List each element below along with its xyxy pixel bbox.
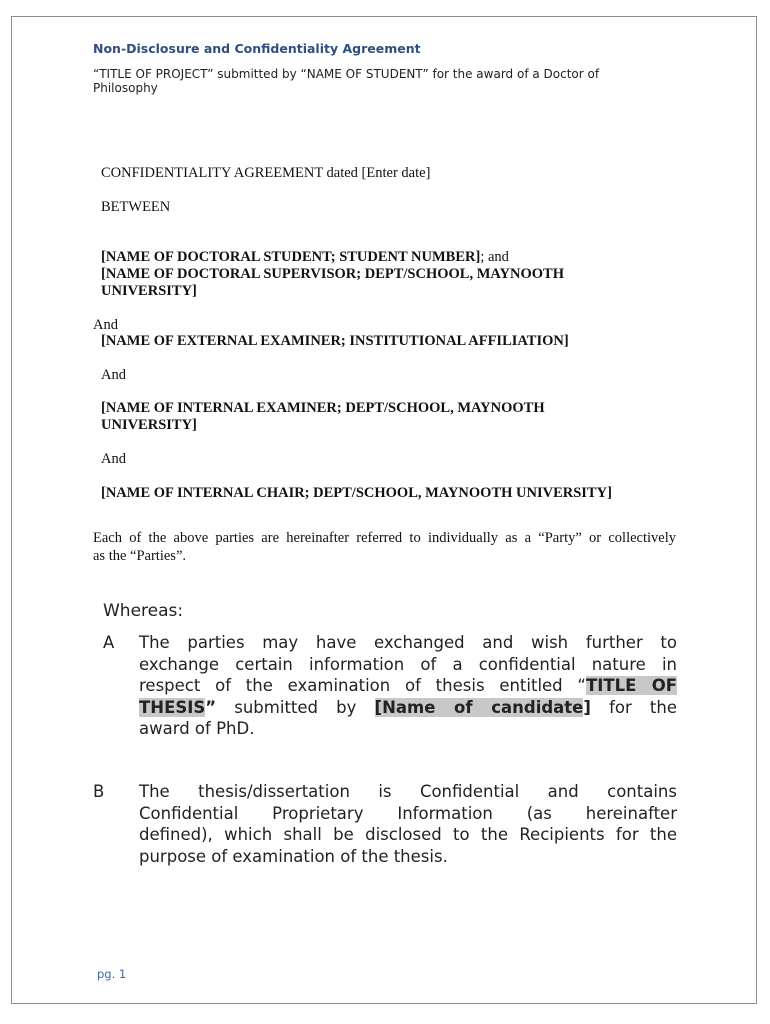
and-label-3: And: [101, 451, 126, 467]
clause-b-line-2: Confidential Proprietary Information (as hereinafter: [139, 803, 677, 823]
clause-a-text: [139, 632, 677, 740]
clause-a-line-3: [139, 675, 677, 697]
clause-b-letter: B: [93, 782, 105, 801]
clause-b-line-4: purpose of examination of the thesis.: [139, 846, 448, 866]
clause-a-letter: A: [103, 633, 115, 652]
and-label-1: And: [93, 317, 118, 333]
student-name-placeholder: [NAME OF DOCTORAL STUDENT; STUDENT NUMBER]: [101, 249, 481, 265]
clause-a-line-1: The parties may have exchanged and wish further to: [139, 633, 677, 652]
student-party: [101, 249, 509, 266]
clause-b-text: [139, 781, 677, 867]
supervisor-line-2: UNIVERSITY]: [101, 283, 197, 299]
agreement-title-line: CONFIDENTIALITY AGREEMENT dated [Enter date]: [101, 165, 431, 181]
supervisor-line-1: [NAME OF DOCTORAL SUPERVISOR; DEPT/SCHOOL, MAYNOOTH: [101, 266, 565, 282]
internal-examiner-line-2: UNIVERSITY]: [101, 417, 197, 433]
clause-a-submitted-by: submitted by: [216, 697, 375, 717]
clause-a-line-4: [139, 697, 677, 719]
between-label: BETWEEN: [101, 199, 171, 215]
internal-chair-party: [NAME OF INTERNAL CHAIR; DEPT/SCHOOL, MAYNOOTH UNIVERSITY]: [101, 485, 612, 501]
header-subtitle: “TITLE OF PROJECT” submitted by “NAME OF STUDENT” for the award of a Doctor of Philosophy: [93, 67, 600, 95]
whereas-heading: Whereas:: [103, 601, 184, 621]
clause-a-line-3-text: respect of the examination of thesis entitled “: [139, 676, 586, 696]
internal-examiner-line-1: [NAME OF INTERNAL EXAMINER; DEPT/SCHOOL, MAYNOOTH: [101, 400, 545, 416]
student-party-tail: ; and: [480, 249, 509, 265]
thesis-title-placeholder-cont: THESIS: [139, 697, 206, 717]
clause-b-line-3: defined), which shall be disclosed to the Recipients for the: [139, 825, 677, 845]
candidate-name-bracket: ]: [583, 697, 591, 717]
parties-definition-line-2: as the “Parties”.: [93, 548, 187, 564]
clause-b-line-1: The thesis/dissertation is Confidential and contains: [139, 782, 677, 801]
thesis-title-close-quote: ”: [205, 697, 217, 717]
thesis-title-placeholder: TITLE OF: [585, 676, 677, 696]
and-label-2: And: [101, 367, 126, 383]
candidate-name-placeholder: [Name of candidate: [374, 697, 584, 717]
page-number: pg. 1: [97, 967, 127, 981]
clause-a-line-5: award of PhD.: [139, 719, 255, 739]
clause-a-for-the: for the: [590, 697, 677, 717]
external-examiner-party: [NAME OF EXTERNAL EXAMINER; INSTITUTIONAL AFFILIATION]: [101, 333, 569, 349]
parties-definition-line-1: Each of the above parties are hereinafter referred to individually as a “Party” or collectively: [93, 530, 676, 546]
clause-a-line-2: exchange certain information of a confidential nature in: [139, 654, 677, 674]
header-title: Non-Disclosure and Confidentiality Agreement: [93, 41, 421, 56]
